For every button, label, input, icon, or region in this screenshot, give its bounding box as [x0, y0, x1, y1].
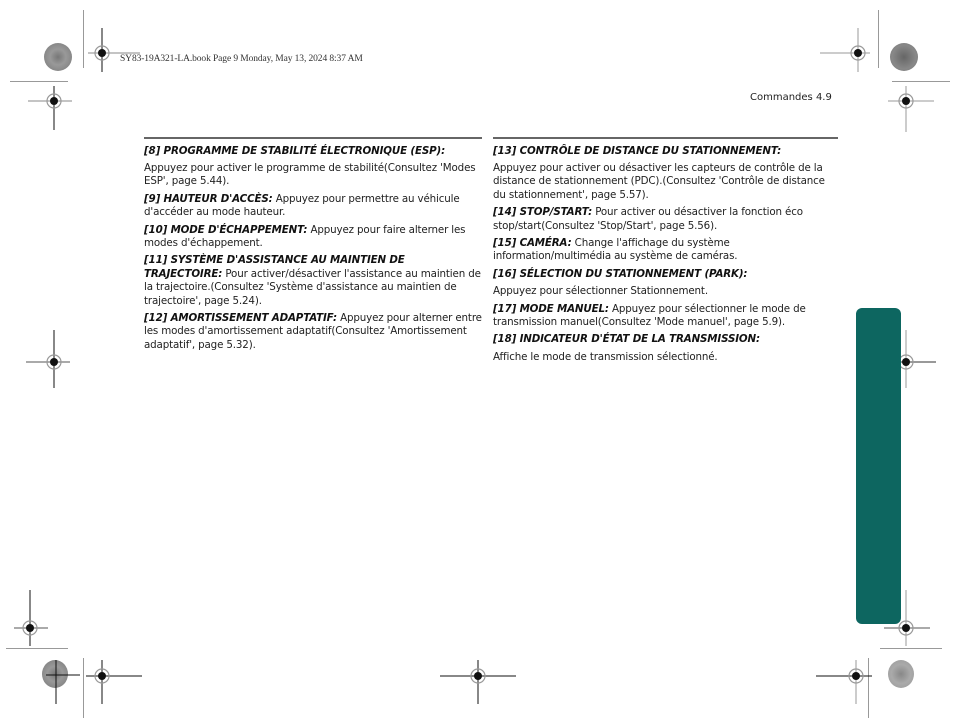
- entry-mode-manuel: [17] MODE MANUEL: Appuyez pour sélectionner le mode de transmission manuel(Consultez 'Mode manuel', page 5.9).: [493, 302, 806, 328]
- crop-line: [892, 81, 950, 82]
- crop-line: [880, 648, 942, 649]
- registration-mark-icon: [816, 660, 872, 706]
- book-file-header: SY83-19A321-LA.book Page 9 Monday, May 13, 2024 8:37 AM: [120, 54, 363, 64]
- registration-mark-icon: [28, 84, 72, 130]
- column-rule: [493, 137, 838, 139]
- registration-mark-icon: [24, 326, 70, 388]
- registration-mark-icon: [440, 660, 516, 706]
- registration-mark-icon: [84, 28, 140, 72]
- entry-hauteur-acces: [9] HAUTEUR D'ACCÈS: Appuyez pour permettre au véhicule d'accéder au mode hauteur.: [144, 192, 460, 219]
- entry-indicateur-transmission: [18] INDICATEUR D'ÉTAT DE LA TRANSMISSION: Affiche le mode de transmission sélectionné.: [493, 333, 760, 363]
- section-thumb-tab: [856, 308, 901, 624]
- entry-controle-distance: [13] CONTRÔLE DE DISTANCE DU STATIONNEMENT: Appuyez pour activer ou désactiver les capteurs de contrôle de la distance de stationnement (PDC).(Consultez 'Contrôle de distance du stationnement', page 5.57).: [493, 144, 825, 201]
- right-column: [493, 137, 838, 368]
- entry-maintien-trajectoire: [11] SYSTÈME D'ASSISTANCE AU MAINTIEN DE TRAJECTOIRE: Pour activer/désactiver l'assistance au maintien de la trajectoire.(Consultez 'Système d'assistance au maintien de trajectoire', page 5.24).: [144, 254, 481, 307]
- registration-mark-icon: [820, 28, 870, 72]
- crop-line: [83, 658, 84, 718]
- column-rule: [144, 137, 482, 139]
- entry-amortissement-adaptatif: [12] AMORTISSEMENT ADAPTATIF: Appuyez pour alterner entre les modes d'amortissement adaptatif(Consultez 'Amortissement adaptatif', page 5.32).: [144, 311, 482, 351]
- entry-selection-park: [16] SÉLECTION DU STATIONNEMENT (PARK): Appuyez pour sélectionner Stationnement.: [493, 267, 748, 298]
- color-rosette-icon: [44, 43, 72, 71]
- left-column: [144, 137, 482, 356]
- registration-mark-icon: [884, 86, 934, 132]
- crop-line: [878, 10, 879, 68]
- registration-mark-icon: [86, 660, 142, 706]
- color-rosette-icon: [890, 43, 918, 71]
- crop-line: [6, 648, 68, 649]
- entry-esp: [8] PROGRAMME DE STABILITÉ ÉLECTRONIQUE (ESP): Appuyez pour activer le programme de stabilité(Consultez 'Modes ESP', page 5.44).: [144, 144, 476, 188]
- entry-mode-echappement: [10] MODE D'ÉCHAPPEMENT: Appuyez pour faire alterner les modes d'échappement.: [144, 223, 466, 249]
- registration-mark-icon: [46, 660, 80, 706]
- entry-stop-start: [14] STOP/START: Pour activer ou désactiver la fonction éco stop/start(Consultez 'Stop/Start', page 5.56).: [493, 206, 803, 232]
- entry-camera: [15] CAMÉRA: Change l'affichage du système information/multimédia au système de caméras.: [493, 236, 738, 263]
- crop-line: [10, 81, 68, 82]
- registration-mark-icon: [12, 590, 52, 646]
- color-rosette-icon: [888, 660, 914, 688]
- running-head: Commandes 4.9: [750, 92, 832, 103]
